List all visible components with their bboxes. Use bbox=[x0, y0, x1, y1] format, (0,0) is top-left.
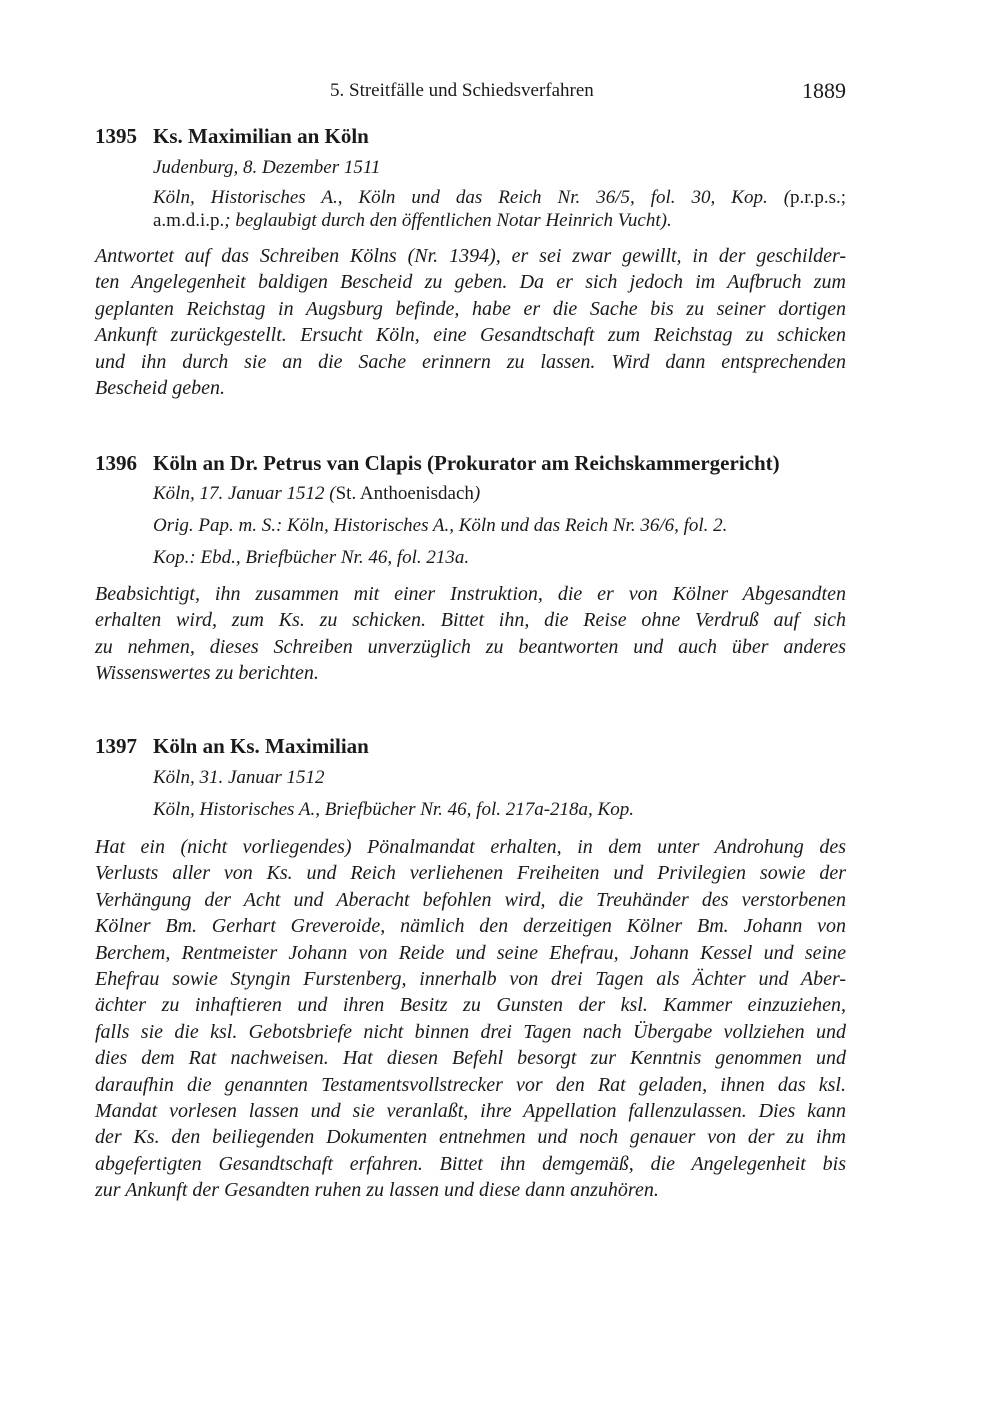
summary-line: Hat ein (nicht vorliegendes) Pönalmandat erhalten, in dem unter Androhung des bbox=[95, 836, 846, 858]
entry-date bbox=[153, 482, 846, 505]
entry-title bbox=[95, 734, 369, 759]
date-end: ) bbox=[473, 483, 481, 504]
date-text: Judenburg, 8. Dezember 1511 bbox=[153, 157, 381, 178]
summary-line: der Ks. den beiliegenden Dokumenten entnehmen und noch genauer von der zu ihm bbox=[95, 1126, 846, 1149]
running-head: 5. Streitfälle und Schiedsverfahren bbox=[330, 80, 594, 101]
summary-line: Ankunft zurückgestellt. Ersucht Köln, eine Gesandtschaft zum Reichstag zu schicken bbox=[95, 324, 846, 347]
summary-line: falls sie die ksl. Gebotsbriefe nicht binnen drei Tagen nach Übergabe vollziehen und bbox=[95, 1020, 846, 1043]
page-number: 1889 bbox=[802, 78, 846, 103]
source-part: Köln, Historisches A., Köln und das Reich Nr. 36/5, fol. 30, Kop. ( bbox=[153, 187, 791, 208]
entry-title bbox=[95, 451, 780, 476]
summary-line: Wissenswertes zu berichten. bbox=[95, 662, 319, 685]
entry-date bbox=[153, 766, 846, 789]
summary-line: Mandat vorlesen lassen und sie veranlaßt, ihre Appellation fallenzulassen. Dies kann bbox=[95, 1100, 846, 1123]
source-line bbox=[153, 798, 846, 821]
summary-line: ächter zu inhaftieren und ihren Besitz zu Gunsten der ksl. Kammer einzuziehen, bbox=[95, 994, 846, 1017]
summary-line: erhalten wird, zum Ks. zu schicken. Bittet ihn, die Reise ohne Verdruß auf sich bbox=[95, 609, 846, 632]
summary-line: Verlusts aller von Ks. und Reich verliehenen Freiheiten und Privilegien sowie der bbox=[95, 862, 846, 885]
summary-line: daraufhin die genannten Testamentsvollstrecker vor den Rat geladen, ihnen das ksl. bbox=[95, 1073, 846, 1096]
source-part: Kop.: Ebd., Briefbücher Nr. 46, fol. 213a. bbox=[153, 547, 470, 568]
summary-line: geplanten Reichstag in Augsburg befinde, habe er die Sache bis zu seiner dortigen bbox=[95, 297, 846, 320]
source-part: a.m.d.i.p. bbox=[153, 210, 225, 231]
summary-line: und ihn durch sie an die Sache erinnern zu lassen. Wird dann entsprechenden bbox=[95, 350, 846, 373]
date-text: Köln, 31. Januar 1512 bbox=[153, 767, 325, 788]
entry-title bbox=[95, 124, 369, 149]
entry-heading: Köln an Ks. Maximilian bbox=[153, 734, 369, 758]
entry-date bbox=[153, 156, 846, 179]
entry-number: 1395 bbox=[95, 124, 137, 148]
summary-line: Verhängung der Acht und Aberacht befohlen wird, die Treuhänder des verstorbenen bbox=[95, 888, 846, 911]
summary-line: zu nehmen, dieses Schreiben unverzüglich zu beantworten und auch über anderes bbox=[95, 635, 846, 658]
source-part: ; beglaubigt durch den öffentlichen Notar Heinrich Vucht). bbox=[224, 210, 672, 231]
source-line bbox=[153, 209, 846, 232]
entry-number: 1396 bbox=[95, 451, 137, 475]
entry-summary bbox=[95, 834, 846, 1204]
summary-line: dies dem Rat nachweisen. Hat diesen Befehl besorgt zur Kenntnis genommen und bbox=[95, 1047, 846, 1070]
entry-summary bbox=[95, 243, 846, 401]
source-line bbox=[153, 546, 846, 569]
source-line bbox=[153, 514, 846, 537]
date-feast: St. Anthoenisdach bbox=[335, 483, 474, 504]
entry-summary bbox=[95, 581, 846, 687]
source-line bbox=[153, 186, 846, 209]
summary-line: zur Ankunft der Gesandten ruhen zu lassen und diese dann anzuhören. bbox=[95, 1179, 659, 1202]
entry-number: 1397 bbox=[95, 734, 137, 758]
summary-line: Bescheid geben. bbox=[95, 377, 225, 400]
source-part: Köln, Historisches A., Briefbücher Nr. 46, fol. 217a-218a, Kop. bbox=[153, 799, 634, 820]
summary-line: abgefertigten Gesandtschaft erfahren. Bittet ihn demgemäß, die Angelegenheit bis bbox=[95, 1152, 846, 1175]
entry-heading: Köln an Dr. Petrus van Clapis (Prokurator am Reichskammergericht) bbox=[153, 451, 780, 475]
summary-line: Berchem, Rentmeister Johann von Reide und seine Ehefrau, Johann Kessel und seine bbox=[95, 941, 846, 964]
summary-line: Kölner Bm. Gerhart Greveroide, nämlich den derzeitigen Kölner Bm. Johann von bbox=[95, 915, 846, 938]
source-part: p.r.p.s.; bbox=[790, 187, 846, 208]
date-text: Köln, 17. Januar 1512 ( bbox=[153, 483, 336, 504]
summary-line: ten Angelegenheit baldigen Bescheid zu geben. Da er sich jedoch im Aufbruch zum bbox=[95, 271, 846, 294]
summary-line: Antwortet auf das Schreiben Kölns (Nr. 1394), er sei zwar gewillt, in der geschilder- bbox=[95, 245, 846, 267]
summary-line: Ehefrau sowie Styngin Furstenberg, innerhalb von drei Tagen als Ächter und Aber- bbox=[95, 968, 846, 991]
entry-heading: Ks. Maximilian an Köln bbox=[153, 124, 369, 148]
summary-line: Beabsichtigt, ihn zusammen mit einer Instruktion, die er von Kölner Abgesandten bbox=[95, 583, 846, 605]
source-part: Orig. Pap. m. S.: Köln, Historisches A., Köln und das Reich Nr. 36/6, fol. 2. bbox=[153, 515, 728, 536]
